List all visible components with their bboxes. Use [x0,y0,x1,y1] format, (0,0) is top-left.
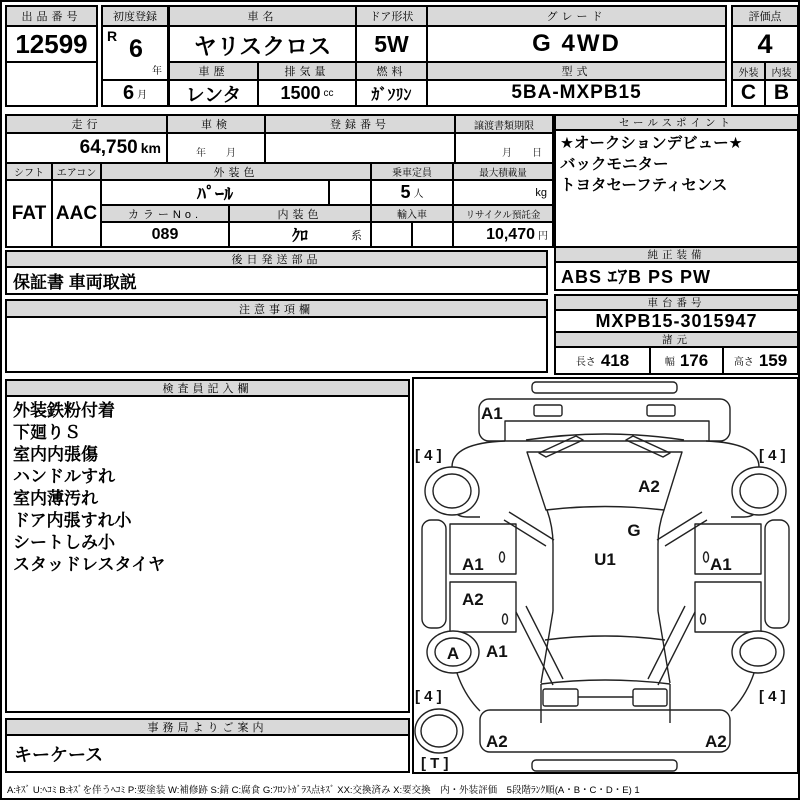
mark-rear-door-left: A2 [462,590,484,609]
load-column [454,164,552,246]
legend-line: A:ｷｽﾞ U:ﾍｺﾐ B:ｷｽﾞを伴うﾍｺﾐ P:要塗装 W:補修跡 S:錆 C:腐食 G:ﾌﾛﾝﾄｶﾞﾗｽ点ｷｽﾞ XX:交換済み X:要交換 内・外装評価 5段階ﾗﾝｸ順(A・B・C・D・E) 1 [7,785,640,796]
specs-label: 諸元 [556,333,797,348]
exterior-color-value: ﾊﾟｰﾙ [102,181,330,204]
notes-label: 注意事項欄 [7,301,546,318]
reg-number-label: 登録番号 [266,116,456,134]
roof-edge-left [547,510,553,611]
tire-depth-rear-right: [ 4 ] [759,688,786,705]
license-plate-right [633,689,667,706]
lot-number-block [5,5,98,107]
car-name-label: 車名 [170,7,357,27]
tire-depth-front-right: [ 4 ] [759,447,786,464]
inspector-item: シートしみ小 [13,533,115,552]
inspection-hint: 年 月 [168,134,266,164]
model-label: 型式 [428,63,725,81]
mark-rear-bumper-left: A2 [486,732,508,751]
spare-tire-mark: [ T ] [421,755,449,772]
office-info-value: キーケース [14,744,104,765]
side-sill-right [765,520,789,628]
displacement-value: 1500 [280,82,321,103]
fuel-value: ｶﾞｿﾘﾝ [357,81,428,105]
front-bumper-strip [532,382,677,393]
mileage-label: 走行 [7,116,168,134]
max-load-cell: kg [454,181,552,206]
mark-front-panel: A1 [481,404,503,423]
mileage-unit: km [140,140,161,156]
chassis-number: MXPB15-3015947 [556,311,797,333]
import-cell-right [413,223,452,246]
interior-color-label: 内装色 [230,206,370,221]
inspector-item: ハンドルすれ [13,467,115,486]
interior-label: 内装 [766,63,797,79]
rear-bumper [480,710,730,752]
fuel-label: 燃料 [357,63,428,81]
tire-depth-front-left: [ 4 ] [415,447,442,464]
score-value: 4 [733,27,797,63]
mark-roof: U1 [594,550,616,569]
car-diagram [414,379,797,772]
mark-rear-fender-left: A1 [486,642,508,661]
transfer-hint: 月 日 [456,134,552,164]
import-label: 輸入車 [372,206,452,223]
inspection-label: 車検 [168,116,266,134]
front-garnish-right [647,405,675,416]
score-block [731,5,799,107]
interior-color-value: ｸﾛ [291,228,308,245]
mark-rear-bumper-right: A2 [705,732,727,751]
inspector-notes-label: 検査員記入欄 [7,381,408,397]
inspector-notes-content [7,397,408,711]
import-cell-left [372,223,413,246]
car-diagram-block [412,377,799,774]
equipment-value: ABS ｴｱB PS PW [561,267,712,287]
sales-points-block [554,114,799,291]
shift-value: FAT [11,202,47,224]
month-unit: 月 [137,89,148,101]
sales-point-line: ★オークションデビュー★ [560,135,743,152]
recycle-fee-label: リサイクル預託金 [454,206,552,223]
aircon-column [53,164,102,246]
door-handle-rear-left [503,614,508,624]
c-pillar-right [648,606,695,685]
first-registration-label: 初度登録 [103,7,167,27]
spec-width-cell [651,348,724,373]
registration-year: 6 [129,35,143,63]
details-block [5,114,554,248]
reg-number-value-cell [266,134,456,164]
spec-length-value: 418 [600,350,630,370]
later-parts-block [5,250,548,295]
notes-value [7,318,546,371]
office-info-block [5,718,410,773]
equipment-label: 純正装備 [556,248,797,263]
office-info-label: 事務局よりご案内 [7,720,408,736]
capacity-label: 乗車定員 [372,164,452,181]
import-value-cells [372,223,452,246]
first-registration-year-cell [103,27,167,81]
first-registration-month-cell [103,81,167,105]
displacement-cell [259,81,357,105]
lot-number-value: 12599 [7,27,96,63]
inspector-item: 外装鉄粉付着 [13,401,115,420]
capacity-cell [372,181,452,206]
vehicle-header-grid [168,5,727,107]
c-pillar-left [516,606,563,685]
rear-window-bottom [541,680,670,684]
first-registration-block [101,5,169,107]
door-shape-label: ドア形状 [357,7,428,27]
side-sill-left [422,520,446,628]
license-plate-left [543,689,578,706]
rear-bumper-strip [532,760,677,771]
exterior-label: 外装 [733,63,766,79]
sales-point-line: トヨタセーフティセンス [560,177,728,194]
door-handle-rear-right [701,614,706,624]
later-parts-label: 後日発送部品 [7,252,546,268]
lot-number-label: 出品番号 [7,7,96,27]
color-column [102,164,372,246]
inspector-item: スタッドレスタイヤ [13,555,166,574]
color-no-label: カラーNo. [102,206,230,221]
mark-windshield: A2 [638,477,660,496]
score-label: 評価点 [733,7,797,27]
aircon-label: エアコン [53,164,100,181]
cowl-line [526,434,684,440]
history-value: レンタ [170,81,259,105]
inspector-item: ドア内張すれ小 [13,511,132,530]
spec-width-label: 幅 [664,357,675,368]
notes-block [5,299,548,373]
color-no-value: 089 [102,223,230,246]
inspector-item: 室内薄汚れ [13,489,98,508]
interior-score: B [773,81,790,104]
inspector-item: 室内内張傷 [13,445,98,464]
rear-door-right [695,582,761,632]
wiper-right [626,436,670,457]
spec-height-label: 高さ [733,357,754,368]
door-handle-front-left [500,552,505,562]
mark-rear-wheel-left: A [446,644,460,663]
inspector-item: 下廻りＳ [13,423,81,442]
later-parts-value: 保証書 車両取説 [13,273,137,292]
front-garnish-left [534,405,562,416]
a-pillar-left [504,512,554,546]
spec-height-value: 159 [758,350,788,370]
displacement-unit: cc [323,87,334,99]
exterior-color-extra-cell [330,181,370,204]
mark-front-door-right: A1 [710,555,732,574]
shift-label: シフト [7,164,51,181]
mark-glass: G [627,521,641,540]
grade-value: G 4WD [428,27,725,63]
capacity-value: 5 [400,182,411,202]
wiper-left [539,436,583,457]
interior-color-cell [230,223,370,246]
transfer-deadline-label: 譲渡書類期限 [456,116,552,134]
max-load-label: 最大積載量 [454,164,552,181]
capacity-unit: 人 [413,189,424,200]
interior-color-unit: 系 [351,229,362,242]
aircon-value: AAC [55,202,98,224]
roof-rear-line [545,636,665,640]
tire-depth-rear-left: [ 4 ] [415,688,442,705]
exterior-color-label: 外装色 [102,164,370,181]
capacity-column [372,164,454,246]
car-name-value: ヤリスクロス [170,27,357,63]
recycle-fee-cell [454,223,552,246]
spec-length-label: 長さ [575,357,596,368]
spec-height-cell [724,348,797,373]
mileage-value: 64,750 [79,137,138,158]
registration-month: 6 [122,81,135,104]
recycle-fee-value: 10,470 [486,225,535,243]
mileage-value-cell [7,134,168,164]
door-shape-value: 5W [357,27,428,63]
sales-point-line: バックモニター [560,156,669,173]
year-unit: 年 [152,66,162,77]
inspector-notes-block [5,379,410,713]
chassis-block [554,294,799,375]
mark-front-door-left: A1 [462,555,484,574]
model-code-value: 5BA-MXPB15 [511,82,642,103]
a-pillar-right [657,512,707,546]
tailgate-edges [541,684,670,723]
history-label: 車歴 [170,63,259,81]
door-handle-front-right [704,552,709,562]
recycle-fee-unit: 円 [538,231,548,242]
era-code: R [107,28,118,44]
chassis-label: 車台番号 [556,296,797,311]
lot-number-empty-cell [7,63,96,105]
spec-length-cell [556,348,651,373]
exterior-score: C [733,81,766,105]
shift-column [7,164,53,246]
roof-edge-right [658,510,664,611]
spec-width-value: 176 [679,350,709,370]
sales-points-content [556,131,797,248]
displacement-label: 排気量 [259,63,357,81]
rear-window-edges [541,611,670,683]
grade-label: グレード [428,7,725,27]
sales-points-label: セールスポイント [556,116,797,131]
